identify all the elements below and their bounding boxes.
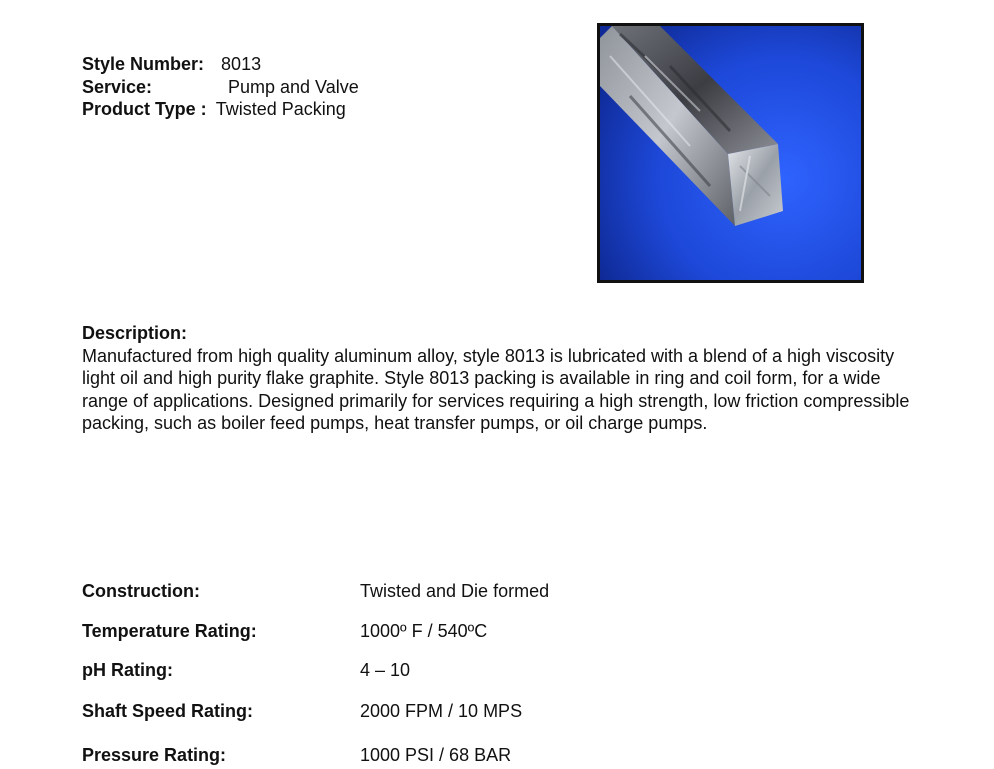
spec-value: 2000 FPM / 10 MPS [360, 701, 523, 721]
style-number-row [82, 53, 359, 76]
product-type-row [82, 98, 359, 121]
spec-label: pH Rating: [82, 660, 173, 680]
service-label: Service: [82, 76, 153, 97]
spec-label: Construction: [82, 581, 200, 601]
service-row [82, 76, 359, 99]
spec-label: Shaft Speed Rating: [82, 701, 254, 721]
spec-value: 1000º F / 540ºC [360, 621, 488, 641]
description-heading: Description: [82, 323, 188, 343]
service-value: Pump and Valve [228, 76, 359, 97]
product-photo [597, 23, 864, 283]
description-section [82, 322, 912, 435]
packing-photo-graphic [600, 26, 861, 280]
spec-value: Twisted and Die formed [360, 581, 550, 601]
style-number-value: 8013 [221, 54, 262, 74]
spec-value: 4 – 10 [360, 660, 411, 680]
description-body: Manufactured from high quality aluminum alloy, style 8013 is lubricated with a blend of a high viscosity light oil and high purity flake graphite. Style 8013 packing is available in ring and coil form, for a wide range of applications. Designed primarily for services requiring a high strength, low friction compressible packing, such as boiler feed pumps, heat transfer pumps, or oil charge pumps. [82, 345, 910, 433]
style-number-label: Style Number: [82, 54, 205, 74]
product-header [82, 53, 359, 121]
spec-label: Temperature Rating: [82, 621, 257, 641]
product-type-value: Twisted Packing [215, 99, 346, 119]
spec-label: Pressure Rating: [82, 745, 227, 765]
spec-value: 1000 PSI / 68 BAR [360, 745, 512, 765]
product-type-label: Product Type : [82, 99, 207, 119]
